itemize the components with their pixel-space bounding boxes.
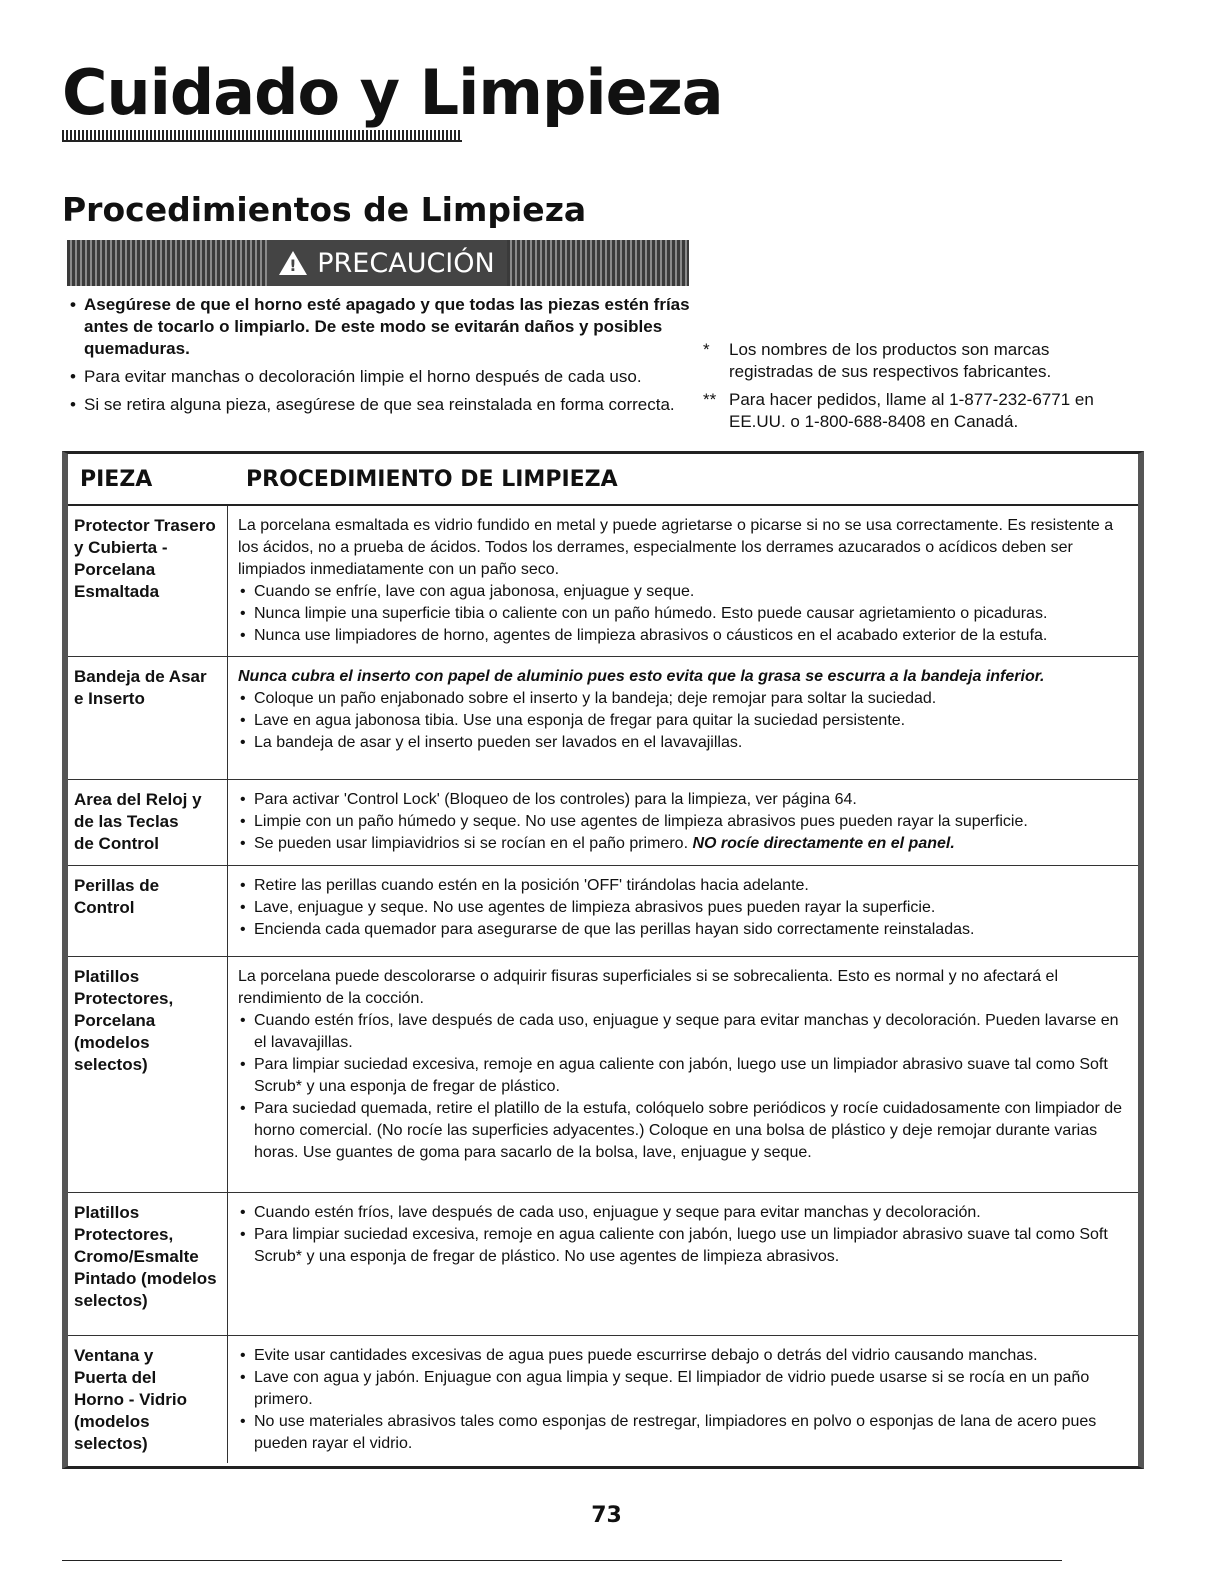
footnote-text: Los nombres de los productos son marcas registradas de sus respectivos fabricantes.: [729, 340, 1052, 381]
table-row: [68, 1336, 1138, 1463]
part-name: Platillos Protectores, Cromo/Esmalte Pintado (modelos selectos): [68, 1193, 228, 1335]
procedure-warning: Nunca cubra el inserto con papel de aluminio pues esto evita que la grasa se escurra a la bandeja inferior.: [238, 668, 1045, 685]
part-name: Ventana y Puerta del Horno - Vidrio (modelos selectos): [68, 1336, 228, 1463]
procedure-step: • Nunca limpie una superficie tibia o caliente con un paño húmedo. Esto puede causar agrietamiento o picaduras.: [238, 603, 1130, 625]
procedure-step: • Para limpiar suciedad excesiva, remoje en agua caliente con jabón, luego use un limpiador abrasivo suave tal como Soft Scrub* y una esponja de fregar de plástico.: [238, 1054, 1130, 1098]
procedure-step: • Lave, enjuague y seque. No use agentes de limpieza abrasivos pues pueden rayar la superficie.: [238, 897, 1130, 919]
procedure-cell: [228, 957, 1138, 1192]
procedure-step: • Cuando se enfríe, lave con agua jabonosa, enjuague y seque.: [238, 581, 1130, 603]
procedure-cell: [228, 866, 1138, 956]
procedure-cell: [228, 506, 1138, 656]
footnote: [703, 339, 1103, 383]
part-name: Area del Reloj y de las Teclas de Control: [68, 780, 228, 865]
part-name: Bandeja de Asar e Inserto: [68, 657, 228, 779]
footer-rule: [62, 1560, 1062, 1561]
caution-item: • Si se retira alguna pieza, asegúrese de que sea reinstalada en forma correcta.: [68, 394, 698, 416]
table-row: [68, 506, 1138, 657]
caution-list: [68, 294, 698, 422]
procedure-step: • Para activar 'Control Lock' (Bloqueo de los controles) para la limpieza, ver página 64.: [238, 789, 1130, 811]
table-row: [68, 657, 1138, 780]
procedure-step: • Cuando estén fríos, lave después de cada uso, enjuague y seque para evitar manchas y decoloración. Pueden lavarse en el lavavajillas.: [238, 1010, 1130, 1054]
footnote-mark: **: [703, 390, 717, 409]
part-name: Perillas de Control: [68, 866, 228, 956]
procedure-step: [238, 833, 1130, 855]
procedure-step: • Evite usar cantidades excesivas de agua pues puede escurrirse debajo o detrás del vidrio causando manchas.: [238, 1345, 1130, 1367]
caution-item: • Para evitar manchas o decoloración limpie el horno después de cada uso.: [68, 366, 698, 388]
page-title: Cuidado y Limpieza: [62, 56, 723, 129]
procedure-step: • Lave con agua y jabón. Enjuague con agua limpia y seque. El limpiador de vidrio puede usarse si se rocía en un paño primero.: [238, 1367, 1130, 1411]
page-number: 73: [591, 1503, 622, 1528]
section-title: Procedimientos de Limpieza: [62, 190, 587, 229]
part-name: Protector Trasero y Cubierta - Porcelana Esmaltada: [68, 506, 228, 656]
procedure-cell: [228, 780, 1138, 865]
caution-label: PRECAUCIÓN: [317, 247, 495, 279]
table-row: [68, 1193, 1138, 1336]
caution-item: • Asegúrese de que el horno esté apagado y que todas las piezas estén frías antes de tocarlo o limpiarlo. De este modo se evitarán daños y posibles quemaduras.: [68, 294, 698, 360]
table-row: [68, 957, 1138, 1193]
part-name: Platillos Protectores, Porcelana (modelos selectos): [68, 957, 228, 1192]
procedure-step: • Para suciedad quemada, retire el platillo de la estufa, colóquelo sobre periódicos y rocíe cuidadosamente con limpiador de horno comercial. (No rocíe las superficies adyacentes.) Coloque en una bolsa de plástico y deje remojar durante varias horas. Use guantes de goma para sacarlo de la bolsa, lave, enjuague y seque.: [238, 1098, 1130, 1164]
table-header: [68, 454, 1138, 506]
warning-triangle-icon: !: [279, 251, 307, 275]
table-row: [68, 866, 1138, 957]
procedure-intro: La porcelana esmaltada es vidrio fundido en metal y puede agrietarse o picarse si no se usa correctamente. Es resistente a los ácidos, no a prueba de ácidos. Todos los derrames, especialmente los derrames azucarados o acídicos deben ser limpiados inmediatamente con un paño seco.: [238, 517, 1114, 578]
footnotes: [703, 339, 1103, 439]
procedure-step: • La bandeja de asar y el inserto pueden ser lavados en el lavavajillas.: [238, 732, 1130, 754]
procedure-intro: La porcelana puede descolorarse o adquirir fisuras superficiales si se sobrecalienta. Esto es normal y no afectará el rendimiento de la cocción.: [238, 968, 1058, 1007]
procedure-step: • No use materiales abrasivos tales como esponjas de restregar, limpiadores en polvo o esponjas de lana de acero pues pueden rayar el vidrio.: [238, 1411, 1130, 1455]
caution-banner: [67, 240, 689, 286]
procedure-step: • Retire las perillas cuando estén en la posición 'OFF' tirándolas hacia adelante.: [238, 875, 1130, 897]
caution-label-box: [267, 240, 507, 286]
header-part: PIEZA: [80, 466, 153, 492]
procedure-cell: [228, 1193, 1138, 1335]
procedure-cell: [228, 657, 1138, 779]
header-procedure: PROCEDIMIENTO DE LIMPIEZA: [246, 466, 618, 492]
procedure-step: • Cuando estén fríos, lave después de cada uso, enjuague y seque para evitar manchas y decoloración.: [238, 1202, 1130, 1224]
procedure-cell: [228, 1336, 1138, 1463]
procedure-step: • Lave en agua jabonosa tibia. Use una esponja de fregar para quitar la suciedad persistente.: [238, 710, 1130, 732]
footnote-mark: *: [703, 340, 710, 359]
footnote-text: Para hacer pedidos, llame al 1-877-232-6771 en EE.UU. o 1-800-688-8408 en Canadá.: [729, 390, 1094, 431]
procedure-step: • Nunca use limpiadores de horno, agentes de limpieza abrasivos o cáusticos en el acabado exterior de la estufa.: [238, 625, 1130, 647]
procedure-step: • Encienda cada quemador para asegurarse de que las perillas hayan sido correctamente reinstaladas.: [238, 919, 1130, 941]
cleaning-table: [62, 451, 1144, 1469]
procedure-step: • Limpie con un paño húmedo y seque. No use agentes de limpieza abrasivos pues pueden rayar la superficie.: [238, 811, 1130, 833]
title-underline: [62, 130, 462, 142]
procedure-step-text: Se pueden usar limpiavidrios si se rocían en el paño primero.: [254, 835, 689, 852]
procedure-step: • Coloque un paño enjabonado sobre el inserto y la bandeja; deje remojar para soltar la suciedad.: [238, 688, 1130, 710]
procedure-step: • Para limpiar suciedad excesiva, remoje en agua caliente con jabón, luego use un limpiador abrasivo suave tal como Soft Scrub* y una esponja de fregar de plástico. No use agentes de limpieza abrasivos.: [238, 1224, 1130, 1268]
procedure-warning: NO rocíe directamente en el panel.: [692, 835, 955, 852]
footnote: [703, 389, 1103, 433]
table-row: [68, 780, 1138, 866]
